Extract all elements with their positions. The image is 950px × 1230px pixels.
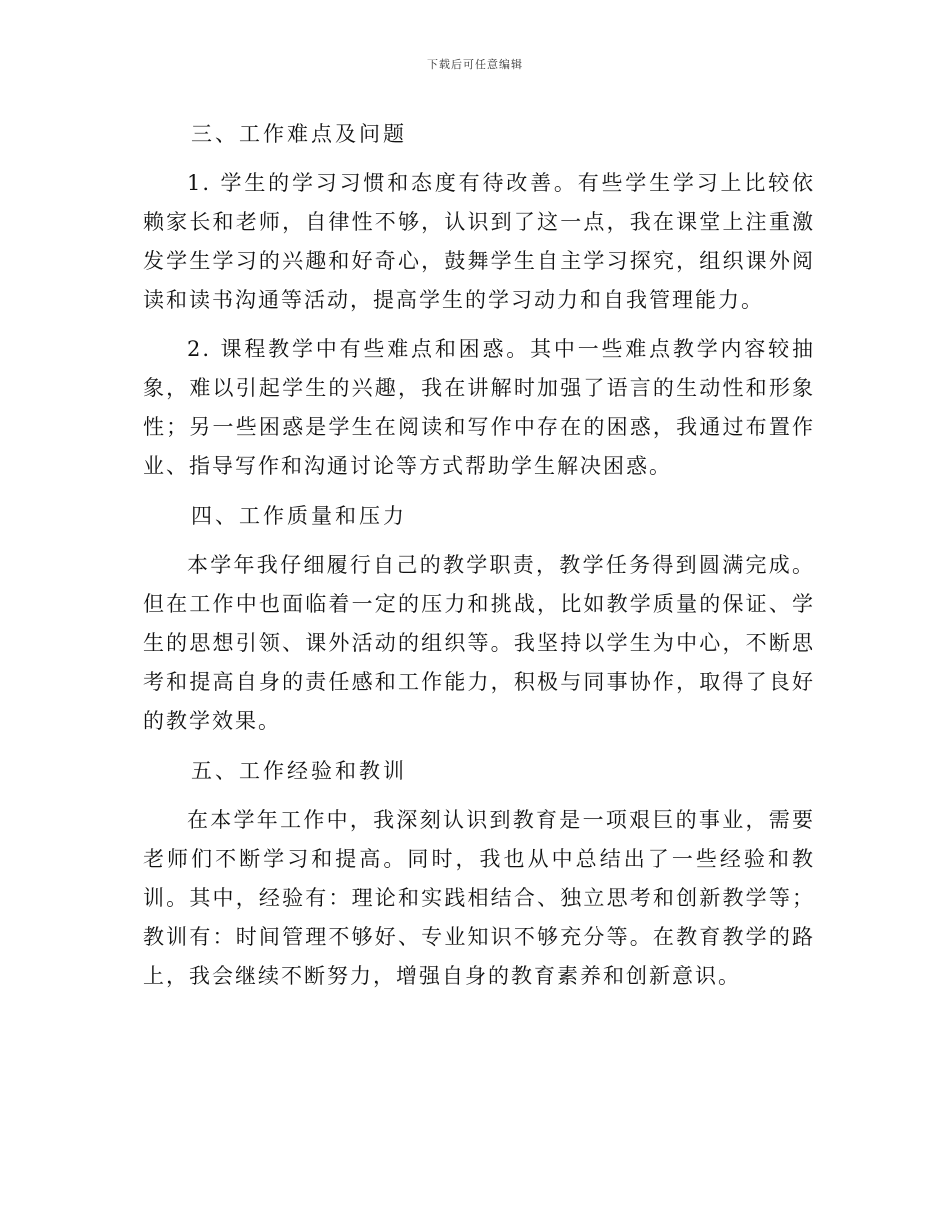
paragraph: 在本学年工作中，我深刻认识到教育是一项艰巨的事业，需要老师们不断学习和提高。同时，我也从中总结出了一些经验和教训。其中，经验有：理论和实践相结合、独立思考和创新教学等；教训有：时间管理不够好、专业知识不够充分等。在教育教学的路上，我会继续不断努力，增强自身的教育素养和创新意识。 xyxy=(143,808,815,988)
page-header: 下载后可任意编辑 xyxy=(427,58,523,71)
paragraph: 1. 学生的学习习惯和态度有待改善。有些学生学习上比较依赖家长和老师，自律性不够，认识到了这一点，我在课堂上注重激发学生学习的兴趣和好奇心，鼓舞学生自主学习探究，组织课外阅读和读书沟通等活动，提高学生的学习动力和自我管理能力。 xyxy=(143,171,815,312)
section-quality-pressure xyxy=(143,496,815,741)
section-experience-lessons xyxy=(143,751,815,996)
paragraph: 2. 课程教学中有些难点和困惑。其中一些难点教学内容较抽象，难以引起学生的兴趣，我在讲解时加强了语言的生动性和形象性；另一些困惑是学生在阅读和写作中存在的困惑，我通过布置作业、指导写作和沟通讨论等方式帮助学生解决困惑。 xyxy=(143,337,815,478)
section-heading: 四、工作质量和压力 xyxy=(191,504,407,528)
section-difficulties xyxy=(143,114,815,486)
document-body xyxy=(143,114,815,1006)
section-heading: 三、工作难点及问题 xyxy=(191,122,407,146)
paragraph: 本学年我仔细履行自己的教学职责，教学任务得到圆满完成。但在工作中也面临着一定的压力和挑战，比如教学质量的保证、学生的思想引领、课外活动的组织等。我坚持以学生为中心，不断思考和提高自身的责任感和工作能力，积极与同事协作，取得了良好的教学效果。 xyxy=(143,553,815,733)
section-heading: 五、工作经验和教训 xyxy=(191,759,407,783)
